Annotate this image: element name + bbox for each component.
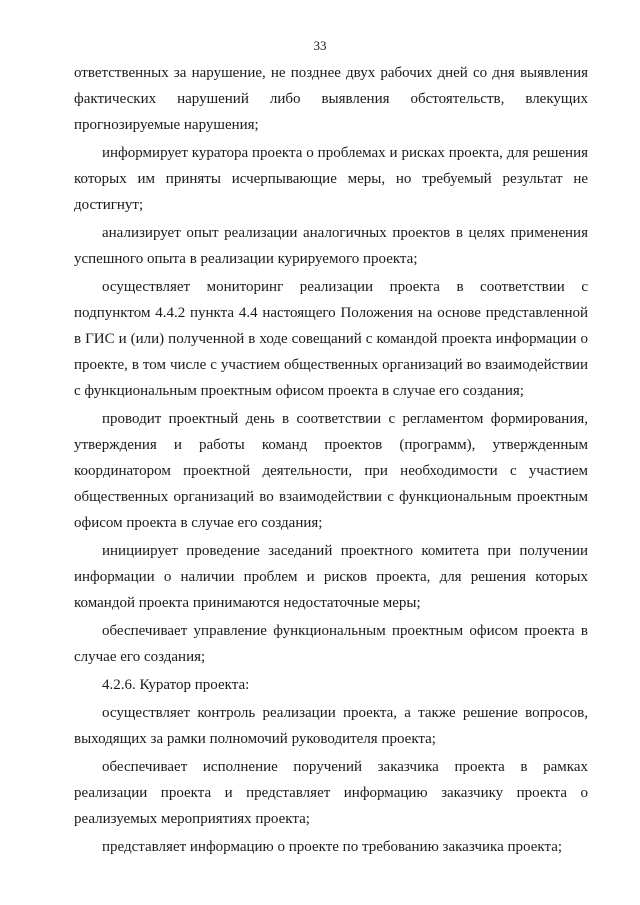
section-heading-curator: 4.2.6. Куратор проекта: (102, 677, 250, 693)
paragraph-committee-meetings: инициирует проведение заседаний проектного комитета при получении информации о наличии проблем и рисков проекта, для решения которых командой проекта принимаются недостаточные меры; (74, 543, 588, 611)
paragraph-office-management: обеспечивает управление функциональным проектным офисом проекта в случае его создания; (74, 623, 588, 665)
paragraph-project-day: проводит проектный день в соответствии с регламентом формирования, утверждения и работы команд проектов (программ), утвержденным координатором проектной деятельности, при необходимости с участием общественных организаций во взаимодействии с функциональным проектным офисом проекта в случае его создания; (74, 411, 588, 531)
paragraph-monitoring: осуществляет мониторинг реализации проекта в соответствии с подпунктом 4.4.2 пункта 4.4 настоящего Положения на основе представленной в ГИС и (или) полученной в ходе совещаний с командой проекта информации о проекте, в том числе с участием общественных организаций во взаимодействии с функциональным проектным офисом проекта в случае его создания; (74, 279, 588, 399)
paragraph-control: осуществляет контроль реализации проекта, а также решение вопросов, выходящих за рамки полномочий руководителя проекта; (74, 705, 588, 747)
page-number: 33 (313, 38, 327, 53)
paragraph-continuation: ответственных за нарушение, не позднее двух рабочих дней со дня выявления фактических нарушений либо выявления обстоятельств, влекущих прогнозируемые нарушения; (74, 65, 588, 133)
paragraph-info-on-request: представляет информацию о проекте по требованию заказчика проекта; (102, 839, 563, 855)
document-body (74, 60, 588, 862)
paragraph-inform-curator: информирует куратора проекта о проблемах и рисках проекта, для решения которых им приняты исчерпывающие меры, но требуемый результат не достигнут; (74, 145, 588, 213)
paragraph-analyze-experience: анализирует опыт реализации аналогичных проектов в целях применения успешного опыта в реализации курируемого проекта; (74, 225, 588, 267)
paragraph-orders-execution: обеспечивает исполнение поручений заказчика проекта в рамках реализации проекта и представляет информацию заказчику проекта о реализуемых мероприятиях проекта; (74, 759, 588, 827)
